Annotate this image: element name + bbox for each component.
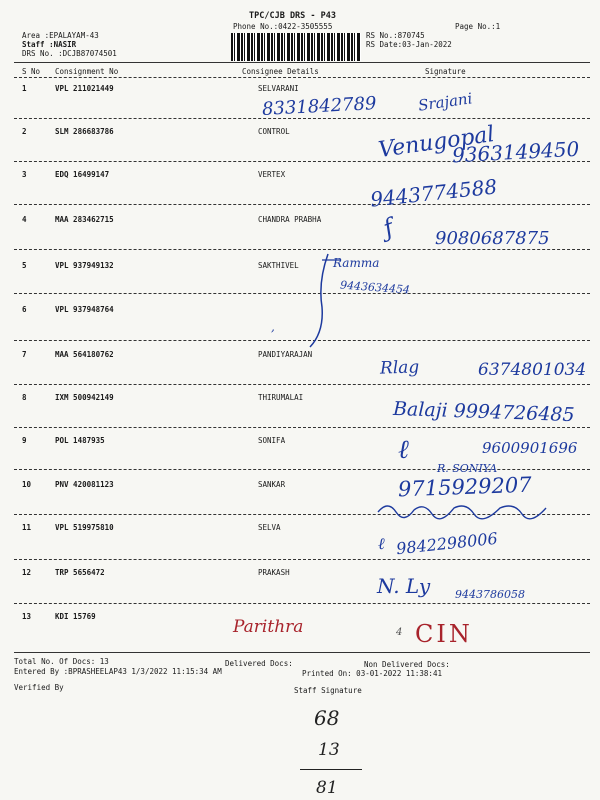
- signature-row-11-mark: ℓ: [378, 534, 385, 553]
- entered-by: Entered By :BPRASHEELAP43 1/3/2022 11:15:34 AM: [14, 667, 222, 676]
- signature-row-5-phone: 9443634454: [339, 278, 411, 297]
- signature-row-8: Balaji 9994726485: [392, 397, 575, 427]
- row-consignment: MAA 564180762: [55, 350, 114, 359]
- signature-row-9-mark: ℓ: [398, 435, 409, 465]
- tally-first: 68: [314, 706, 340, 730]
- signature-row-6-mark: ,: [271, 320, 275, 334]
- signature-row-4-phone: 9080687875: [435, 228, 550, 249]
- row-consignee: SELVA: [258, 523, 281, 532]
- signature-row-5-name: Ramma: [333, 256, 380, 270]
- row-divider: [14, 469, 590, 470]
- row-13-small-mark: 4: [396, 627, 403, 638]
- signature-row-9-phone: 9600901696: [482, 439, 578, 457]
- barcode-graphic: [231, 33, 361, 61]
- row-sno: 3: [22, 170, 27, 179]
- signature-row-1-phone: 8331842789: [261, 93, 378, 120]
- row-divider: [14, 249, 590, 250]
- row-consignee: PRAKASH: [258, 568, 290, 577]
- col-signature: Signature: [425, 67, 466, 76]
- verified-by: Verified By: [14, 683, 64, 692]
- row-consignee: CONTROL: [258, 127, 290, 136]
- signature-row-2-name: Venugopal: [376, 121, 496, 164]
- row-sno: 7: [22, 350, 27, 359]
- row-consignee: SANKAR: [258, 480, 286, 489]
- column-header-rule: [14, 77, 590, 78]
- row-divider: [14, 427, 590, 428]
- row-sno: 1: [22, 84, 27, 93]
- rs-number: RS No.:870745: [366, 31, 425, 40]
- signature-row-5-stroke: [300, 252, 350, 352]
- row-consignment: PNV 420081123: [55, 480, 114, 489]
- row-consignment: EDQ 16499147: [55, 170, 110, 179]
- signature-row-2-phone: 9363149450: [451, 136, 580, 168]
- row-consignment: MAA 283462715: [55, 215, 114, 224]
- signature-row-11-phone: 9842298006: [395, 528, 499, 559]
- row-sno: 5: [22, 261, 27, 270]
- total-docs: Total No. Of Docs: 13: [14, 657, 109, 666]
- signature-row-4-mark: ƒ: [379, 213, 398, 243]
- signature-row-10-phone: 9715929207: [397, 472, 532, 502]
- signature-row-3-phone: 9443774588: [369, 174, 499, 212]
- col-consignment: Consignment No: [55, 67, 119, 76]
- row-sno: 2: [22, 127, 27, 136]
- col-consignee: Consignee Details: [242, 67, 319, 76]
- row-sno: 10: [22, 480, 32, 489]
- row-consignee: VERTEX: [258, 170, 286, 179]
- tally-rule: [300, 769, 362, 770]
- row-consignee: CHANDRA PRABHA: [258, 215, 322, 224]
- row-consignee: SAKTHIVEL: [258, 261, 299, 270]
- signature-row-7-mark: Rlag: [379, 357, 420, 379]
- row-sno: 8: [22, 393, 27, 402]
- row-sno: 4: [22, 215, 27, 224]
- row-consignment: VPL 519975810: [55, 523, 114, 532]
- row-consignment: SLM 286683786: [55, 127, 114, 136]
- row-divider: [14, 559, 590, 560]
- signature-row-12-phone: 9443786058: [455, 588, 525, 601]
- rs-date: RS Date:03-Jan-2022: [366, 40, 452, 49]
- printed-on: Printed On: 03-01-2022 11:38:41: [302, 669, 442, 678]
- row-divider: [14, 603, 590, 604]
- row-13-name-handwritten: Parithra: [233, 617, 304, 637]
- row-consignment: POL 1487935: [55, 436, 105, 445]
- non-delivered-docs: Non Delivered Docs:: [364, 660, 450, 669]
- row-sno: 13: [22, 612, 32, 621]
- row-consignment: VPL 937948764: [55, 305, 114, 314]
- staff-signature: Staff Signature: [294, 686, 362, 695]
- signature-row-10-stroke: [376, 496, 556, 524]
- footer-rule: [14, 652, 590, 653]
- col-sno: S No: [22, 67, 41, 76]
- row-13-cin-handwritten: CIN: [415, 620, 473, 648]
- signature-row-7-phone: 6374801034: [478, 360, 587, 380]
- row-consignee: THIRUMALAI: [258, 393, 304, 402]
- drs-number: DRS No. :DCJB87074501: [22, 49, 117, 58]
- row-consignee: PANDIYARAJAN: [258, 350, 313, 359]
- row-sno: 11: [22, 523, 32, 532]
- row-sno: 6: [22, 305, 27, 314]
- area-label: Area :EPALAYAM-43: [22, 31, 99, 40]
- row-consignment: VPL 211021449: [55, 84, 114, 93]
- header-rule: [14, 62, 590, 63]
- signature-row-1-name: Srajani: [417, 89, 474, 115]
- row-divider: [14, 118, 590, 119]
- staff-label: Staff :NASIR: [22, 40, 77, 49]
- signature-row-9-name: R. SONIYA: [437, 462, 498, 475]
- delivered-docs: Delivered Docs:: [225, 659, 293, 668]
- row-consignment: VPL 937949132: [55, 261, 114, 270]
- page-number: Page No.:1: [455, 22, 501, 31]
- signature-row-12-mark: N. Ly: [377, 574, 431, 598]
- row-consignee: SELVARANI: [258, 84, 299, 93]
- row-divider: [14, 384, 590, 385]
- row-consignment: KDI 15769: [55, 612, 96, 621]
- tally-second: 13: [318, 740, 340, 760]
- row-sno: 9: [22, 436, 27, 445]
- tally-total: 81: [316, 778, 338, 798]
- row-divider: [14, 204, 590, 205]
- sheet-title: TPC/CJB DRS - P43: [249, 11, 336, 21]
- row-consignment: TRP 5656472: [55, 568, 105, 577]
- phone-number: Phone No.:0422-3505555: [233, 22, 333, 31]
- row-sno: 12: [22, 568, 32, 577]
- row-consignment: IXM 500942149: [55, 393, 114, 402]
- row-consignee: SONIFA: [258, 436, 286, 445]
